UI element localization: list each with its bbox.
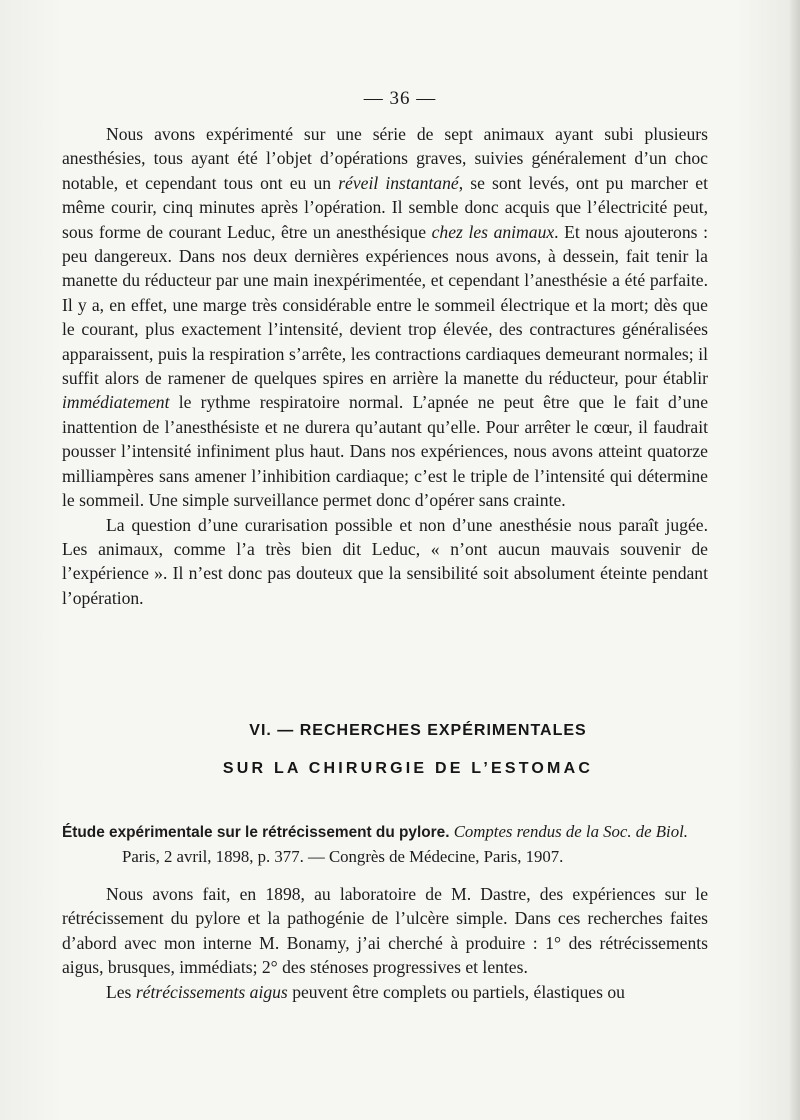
paragraph-1-text-c: . Et nous ajouterons : peu dangereux. Dans nos deux dernières expériences nous avons, à dessein, fait tenir la manette du réducteur par une main inexpérimentée, et cependant l’anesthésie a été parfaite. Il y a, en effet, une marge très considérable entre le sommeil électrique et la mort; dès que le courant, plus exactement l’intensité, devient trop élevée, des contractures généralisées apparaissent, puis la respiration s’arrête, les contractions cardiaques demeurant normales; il suffit alors de ramener de quelques spires en arrière la manette du réducteur, pour établir [62,221,708,389]
reference-journal: Comptes rendus de la Soc. de Biol. [453,822,688,841]
paragraph-1 [62,122,708,513]
page-edge-shadow [790,0,800,1120]
paragraph-1-italic-a: réveil instantané [338,172,459,193]
paragraph-4-text-a: Les [106,981,136,1002]
bibliographic-reference [62,820,712,869]
paragraph-3: Nous avons fait, en 1898, au laboratoire de M. Dastre, des expériences sur le rétrécissement du pylore et la pathogénie de l’ulcère simple. Dans ces recherches faites d’abord avec mon interne M. Bonamy, j’ai cherché à produire : 1° des rétrécissements aigus, brusques, immédiats; 2° des sténoses progressives et lentes. [62,884,708,978]
paragraph-1-text-a: Nous avons expérimenté sur une série de sept animaux ayant subi plusieurs anesthésies, tous ayant été l’objet d’opérations graves, suivies généralement d’un choc notable, et cependant tous ont eu un [62,124,708,193]
paragraph-1-italic-c: immédiatement [62,392,170,413]
reference-details: Paris, 2 avril, 1898, p. 377. — Congrès de Médecine, Paris, 1907. [122,847,564,866]
paragraph-2: La question d’une curarisation possible et non d’une anesthésie nous paraît jugée. Les animaux, comme l’a très bien dit Leduc, « n’ont aucun mauvais souvenir de l’expérience ». Il n’est donc pas douteux que la sensibilité soit absolument éteinte pendant l’opération. [62,514,708,608]
text-block-top [62,122,708,610]
paragraph-1-text-d: le rythme respiratoire normal. L’apnée ne peut être que le fait d’une inattention de l’anesthésiste et ne durera qu’autant qu’elle. Pour arrêter le cœur, il faudrait pousser l’intensité infiniment plus haut. Dans nos expériences, nous avons atteint quatorze milliampères sans amener l’inhibition cardiaque; c’est le triple de l’intensité qui détermine le sommeil. Une simple surveillance permet donc d’opérer sans crainte. [62,392,708,511]
section-heading-line-2: SUR LA CHIRURGIE DE L’ESTOMAC [222,760,594,777]
paragraph-1-italic-b: chez les animaux [431,221,555,242]
paragraph-4-italic-a: rétrécissements aigus [135,981,288,1002]
text-block-bottom [62,882,708,1004]
paragraph-4-text-b: peuvent être complets ou partiels, élastiques ou [287,981,625,1002]
section-heading-line-1: VI. — RECHERCHES EXPÉRIMENTALES [249,722,587,739]
paragraph-4 [62,980,708,1004]
paragraph-1-text-b: , se sont levés, ont pu marcher et même courir, cinq minutes après l’opération. Il semble donc acquis que l’électricité peut, sous forme de courant Leduc, être un anesthésique [62,172,708,242]
page-number: — 36 — [363,88,437,109]
reference-title: Étude expérimentale sur le rétrécissement du pylore. [62,824,450,841]
